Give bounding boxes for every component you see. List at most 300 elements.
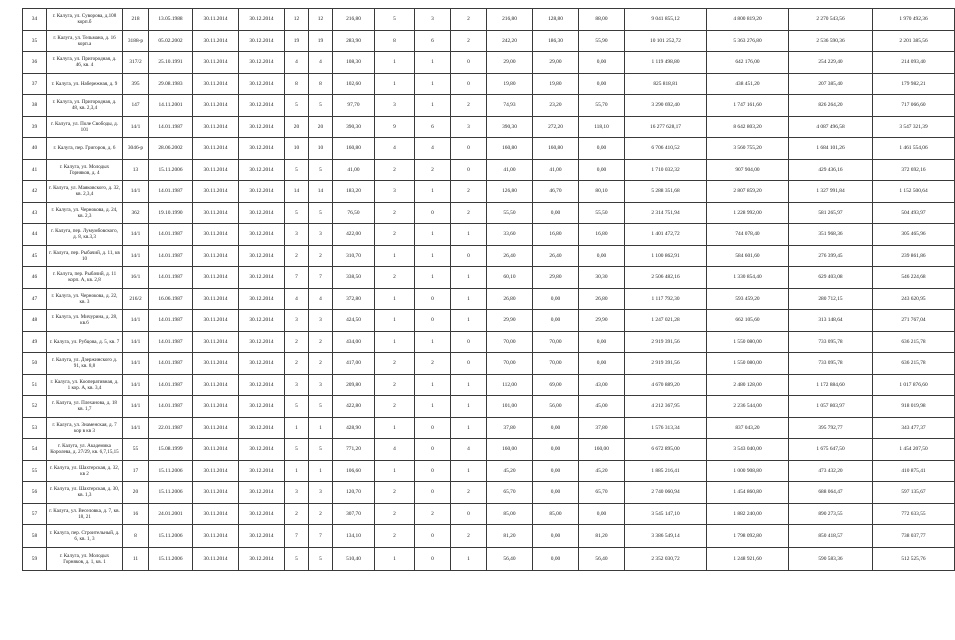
document-number-cell: 395 bbox=[123, 73, 149, 95]
date-1-cell: 30.11.2014 bbox=[193, 73, 239, 95]
table-row bbox=[23, 116, 955, 138]
count-1-cell: 4 bbox=[285, 288, 309, 310]
count-2-cell: 10 bbox=[309, 138, 333, 160]
housing-register-table bbox=[22, 8, 955, 571]
row-number-cell: 34 bbox=[23, 9, 47, 31]
date-1-cell: 30.11.2014 bbox=[193, 310, 239, 332]
amount-1-cell: 2 314 751,94 bbox=[625, 202, 707, 224]
amount-2-cell: 5 363 276,80 bbox=[707, 30, 789, 52]
count-c-cell: 2 bbox=[451, 9, 487, 31]
date-2-cell: 30.12.2014 bbox=[239, 52, 285, 74]
amount-3-cell: 254 229,40 bbox=[789, 52, 873, 74]
area-1-cell: 70,00 bbox=[487, 331, 533, 353]
date-1-cell: 30.11.2014 bbox=[193, 288, 239, 310]
amount-3-cell: 351 968,36 bbox=[789, 224, 873, 246]
amount-2-cell: 1 550 080,00 bbox=[707, 353, 789, 375]
count-2-cell: 2 bbox=[309, 353, 333, 375]
table-row bbox=[23, 181, 955, 203]
count-c-cell: 2 bbox=[451, 30, 487, 52]
document-number-cell: 14/1 bbox=[123, 396, 149, 418]
count-a-cell: 2 bbox=[375, 267, 415, 289]
count-c-cell: 0 bbox=[451, 159, 487, 181]
document-date-cell: 14.01.1987 bbox=[149, 374, 193, 396]
row-number-cell: 40 bbox=[23, 138, 47, 160]
count-c-cell: 1 bbox=[451, 267, 487, 289]
area-3-cell: 0,00 bbox=[579, 353, 625, 375]
document-date-cell: 15.11.2006 bbox=[149, 525, 193, 548]
date-1-cell: 30.11.2014 bbox=[193, 482, 239, 504]
area-1-cell: 45,20 bbox=[487, 460, 533, 482]
date-2-cell: 30.12.2014 bbox=[239, 374, 285, 396]
date-1-cell: 30.11.2014 bbox=[193, 331, 239, 353]
count-b-cell: 6 bbox=[415, 116, 451, 138]
amount-2-cell: 1 550 080,00 bbox=[707, 331, 789, 353]
area-2-cell: 186,30 bbox=[533, 30, 579, 52]
address-cell: г. Калуга, ул. Знаменская, д. 7 кор в кв 3 bbox=[47, 417, 123, 439]
area-2-cell: 0,00 bbox=[533, 288, 579, 310]
document-number-cell: 55 bbox=[123, 439, 149, 461]
count-a-cell: 2 bbox=[375, 224, 415, 246]
date-2-cell: 30.12.2014 bbox=[239, 95, 285, 117]
area-2-cell: 0,00 bbox=[533, 439, 579, 461]
amount-4-cell: 1 461 554,06 bbox=[873, 138, 955, 160]
row-number-cell: 46 bbox=[23, 267, 47, 289]
row-number-cell: 48 bbox=[23, 310, 47, 332]
amount-1-cell: 1 710 032,32 bbox=[625, 159, 707, 181]
document-number-cell: 14/1 bbox=[123, 181, 149, 203]
count-c-cell: 1 bbox=[451, 548, 487, 571]
amount-1-cell: 1 100 862,91 bbox=[625, 245, 707, 267]
date-2-cell: 30.12.2014 bbox=[239, 548, 285, 571]
area-cell: 97,70 bbox=[333, 95, 375, 117]
area-cell: 120,70 bbox=[333, 482, 375, 504]
amount-4-cell: 636 215,78 bbox=[873, 331, 955, 353]
amount-4-cell: 717 066,60 bbox=[873, 95, 955, 117]
count-a-cell: 8 bbox=[375, 30, 415, 52]
document-date-cell: 14.01.1987 bbox=[149, 267, 193, 289]
area-3-cell: 0,00 bbox=[579, 138, 625, 160]
amount-1-cell: 6 672 895,00 bbox=[625, 439, 707, 461]
area-3-cell: 16,80 bbox=[579, 224, 625, 246]
table-row bbox=[23, 482, 955, 504]
address-cell: г. Калуга, ул. Молодых Горняков, д. 1, кв. 1 bbox=[47, 548, 123, 571]
amount-3-cell: 2 270 543,56 bbox=[789, 9, 873, 31]
amount-4-cell: 372 692,16 bbox=[873, 159, 955, 181]
amount-2-cell: 1 454 860,80 bbox=[707, 482, 789, 504]
count-b-cell: 1 bbox=[415, 374, 451, 396]
document-number-cell: 3188-р bbox=[123, 30, 149, 52]
document-date-cell: 28.06.2002 bbox=[149, 138, 193, 160]
area-cell: 434,00 bbox=[333, 331, 375, 353]
amount-1-cell: 2 506 482,16 bbox=[625, 267, 707, 289]
date-1-cell: 30.11.2014 bbox=[193, 138, 239, 160]
document-number-cell: 20 bbox=[123, 482, 149, 504]
count-2-cell: 14 bbox=[309, 181, 333, 203]
count-2-cell: 5 bbox=[309, 95, 333, 117]
amount-2-cell: 837 043,20 bbox=[707, 417, 789, 439]
count-1-cell: 10 bbox=[285, 138, 309, 160]
amount-1-cell: 1 119 498,80 bbox=[625, 52, 707, 74]
count-2-cell: 2 bbox=[309, 245, 333, 267]
date-1-cell: 30.11.2014 bbox=[193, 159, 239, 181]
amount-3-cell: 629 403,08 bbox=[789, 267, 873, 289]
table-row bbox=[23, 30, 955, 52]
count-c-cell: 1 bbox=[451, 417, 487, 439]
count-b-cell: 0 bbox=[415, 417, 451, 439]
amount-3-cell: 733 095,78 bbox=[789, 353, 873, 375]
amount-1-cell: 4 212 367,95 bbox=[625, 396, 707, 418]
amount-4-cell: 504 493,97 bbox=[873, 202, 955, 224]
count-2-cell: 5 bbox=[309, 548, 333, 571]
count-b-cell: 3 bbox=[415, 9, 451, 31]
area-3-cell: 0,00 bbox=[579, 503, 625, 525]
area-1-cell: 56,40 bbox=[487, 548, 533, 571]
count-a-cell: 4 bbox=[375, 138, 415, 160]
count-1-cell: 5 bbox=[285, 159, 309, 181]
row-number-cell: 42 bbox=[23, 181, 47, 203]
amount-3-cell: 207 385,40 bbox=[789, 73, 873, 95]
date-2-cell: 30.12.2014 bbox=[239, 460, 285, 482]
area-cell: 771,20 bbox=[333, 439, 375, 461]
amount-2-cell: 1 000 908,80 bbox=[707, 460, 789, 482]
count-b-cell: 0 bbox=[415, 460, 451, 482]
address-cell: г. Калуга, ул. Шахтерская, д. 30, кв. 1,3 bbox=[47, 482, 123, 504]
count-a-cell: 1 bbox=[375, 73, 415, 95]
count-a-cell: 2 bbox=[375, 159, 415, 181]
amount-3-cell: 395 792,77 bbox=[789, 417, 873, 439]
area-3-cell: 45,00 bbox=[579, 396, 625, 418]
document-number-cell: 14/1 bbox=[123, 310, 149, 332]
area-1-cell: 112,00 bbox=[487, 374, 533, 396]
amount-1-cell: 3 545 147,10 bbox=[625, 503, 707, 525]
row-number-cell: 37 bbox=[23, 73, 47, 95]
amount-2-cell: 1 882 240,00 bbox=[707, 503, 789, 525]
row-number-cell: 56 bbox=[23, 482, 47, 504]
address-cell: г. Калуга, ул. Молодых Горняков, д. 4 bbox=[47, 159, 123, 181]
count-c-cell: 2 bbox=[451, 95, 487, 117]
amount-1-cell: 5 288 351,68 bbox=[625, 181, 707, 203]
address-cell: г. Калуга, ул. Плеханова, д. 18 кв. 1,7 bbox=[47, 396, 123, 418]
address-cell: г. Калуга, ул. Дзержинского д. 91, кв. 8,8 bbox=[47, 353, 123, 375]
area-cell: 102,60 bbox=[333, 73, 375, 95]
date-1-cell: 30.11.2014 bbox=[193, 417, 239, 439]
count-2-cell: 20 bbox=[309, 116, 333, 138]
document-number-cell: 16 bbox=[123, 503, 149, 525]
area-3-cell: 43,00 bbox=[579, 374, 625, 396]
count-2-cell: 4 bbox=[309, 52, 333, 74]
count-1-cell: 5 bbox=[285, 396, 309, 418]
count-1-cell: 2 bbox=[285, 331, 309, 353]
row-number-cell: 53 bbox=[23, 417, 47, 439]
row-number-cell: 50 bbox=[23, 353, 47, 375]
count-c-cell: 0 bbox=[451, 245, 487, 267]
count-a-cell: 3 bbox=[375, 181, 415, 203]
count-1-cell: 1 bbox=[285, 460, 309, 482]
count-b-cell: 1 bbox=[415, 52, 451, 74]
area-cell: 310,70 bbox=[333, 245, 375, 267]
document-number-cell: 362 bbox=[123, 202, 149, 224]
area-cell: 417,00 bbox=[333, 353, 375, 375]
count-a-cell: 1 bbox=[375, 245, 415, 267]
area-cell: 307,70 bbox=[333, 503, 375, 525]
count-2-cell: 2 bbox=[309, 503, 333, 525]
amount-2-cell: 2 807 859,20 bbox=[707, 181, 789, 203]
date-2-cell: 30.12.2014 bbox=[239, 267, 285, 289]
amount-1-cell: 3 290 692,40 bbox=[625, 95, 707, 117]
area-3-cell: 0,00 bbox=[579, 73, 625, 95]
address-cell: г. Калуга, пер. Лумумбовского, д. 8, кв.3,3 bbox=[47, 224, 123, 246]
table-row bbox=[23, 95, 955, 117]
amount-3-cell: 1 172 884,60 bbox=[789, 374, 873, 396]
count-a-cell: 1 bbox=[375, 417, 415, 439]
date-2-cell: 30.12.2014 bbox=[239, 331, 285, 353]
count-2-cell: 1 bbox=[309, 460, 333, 482]
count-2-cell: 8 bbox=[309, 73, 333, 95]
count-1-cell: 19 bbox=[285, 30, 309, 52]
document-date-cell: 25.10.1991 bbox=[149, 52, 193, 74]
area-cell: 106,60 bbox=[333, 460, 375, 482]
count-b-cell: 0 bbox=[415, 288, 451, 310]
document-date-cell: 16.06.1987 bbox=[149, 288, 193, 310]
table-row bbox=[23, 353, 955, 375]
area-2-cell: 70,00 bbox=[533, 331, 579, 353]
date-2-cell: 30.12.2014 bbox=[239, 30, 285, 52]
date-1-cell: 30.11.2014 bbox=[193, 267, 239, 289]
area-1-cell: 26,80 bbox=[487, 288, 533, 310]
table-row bbox=[23, 417, 955, 439]
area-3-cell: 45,20 bbox=[579, 460, 625, 482]
count-b-cell: 6 bbox=[415, 30, 451, 52]
row-number-cell: 54 bbox=[23, 439, 47, 461]
table-body bbox=[23, 9, 955, 571]
amount-1-cell: 2 352 030,72 bbox=[625, 548, 707, 571]
count-a-cell: 1 bbox=[375, 548, 415, 571]
amount-3-cell: 4 087 496,58 bbox=[789, 116, 873, 138]
area-2-cell: 26,40 bbox=[533, 245, 579, 267]
count-c-cell: 4 bbox=[451, 439, 487, 461]
area-cell: 390,30 bbox=[333, 116, 375, 138]
date-1-cell: 30.11.2014 bbox=[193, 548, 239, 571]
date-2-cell: 30.12.2014 bbox=[239, 503, 285, 525]
amount-1-cell: 1 247 021,28 bbox=[625, 310, 707, 332]
count-c-cell: 1 bbox=[451, 396, 487, 418]
date-2-cell: 30.12.2014 bbox=[239, 159, 285, 181]
address-cell: г. Калуга, пер. Рыбачий, д. 11, кв 10 bbox=[47, 245, 123, 267]
amount-4-cell: 3 547 321,39 bbox=[873, 116, 955, 138]
area-2-cell: 0,00 bbox=[533, 482, 579, 504]
count-2-cell: 7 bbox=[309, 267, 333, 289]
date-2-cell: 30.12.2014 bbox=[239, 138, 285, 160]
count-b-cell: 0 bbox=[415, 482, 451, 504]
table-row bbox=[23, 310, 955, 332]
count-c-cell: 1 bbox=[451, 224, 487, 246]
count-2-cell: 3 bbox=[309, 224, 333, 246]
area-2-cell: 19,80 bbox=[533, 73, 579, 95]
amount-1-cell: 16 277 628,17 bbox=[625, 116, 707, 138]
area-2-cell: 0,00 bbox=[533, 310, 579, 332]
count-b-cell: 2 bbox=[415, 353, 451, 375]
count-a-cell: 2 bbox=[375, 503, 415, 525]
area-1-cell: 160,80 bbox=[487, 138, 533, 160]
address-cell: г. Калуга, ул. Шахтерская, д. 32, кв 2 bbox=[47, 460, 123, 482]
address-cell: г. Калуга, ул. Пригородная, д. 48, кв. 2,3,4 bbox=[47, 95, 123, 117]
amount-1-cell: 825 818,81 bbox=[625, 73, 707, 95]
amount-4-cell: 738 037,77 bbox=[873, 525, 955, 548]
area-2-cell: 46,70 bbox=[533, 181, 579, 203]
date-1-cell: 30.11.2014 bbox=[193, 9, 239, 31]
area-1-cell: 216,80 bbox=[487, 9, 533, 31]
address-cell: г. Калуга, пер. Строительный, д. 6, кв. 1, 3 bbox=[47, 525, 123, 548]
row-number-cell: 47 bbox=[23, 288, 47, 310]
area-cell: 216,80 bbox=[333, 9, 375, 31]
area-2-cell: 70,00 bbox=[533, 353, 579, 375]
row-number-cell: 49 bbox=[23, 331, 47, 353]
area-3-cell: 80,10 bbox=[579, 181, 625, 203]
amount-1-cell: 1 885 216,41 bbox=[625, 460, 707, 482]
area-cell: 372,80 bbox=[333, 288, 375, 310]
count-2-cell: 5 bbox=[309, 202, 333, 224]
count-1-cell: 2 bbox=[285, 503, 309, 525]
amount-3-cell: 2 536 590,36 bbox=[789, 30, 873, 52]
area-2-cell: 0,00 bbox=[533, 548, 579, 571]
date-2-cell: 30.12.2014 bbox=[239, 525, 285, 548]
count-b-cell: 0 bbox=[415, 202, 451, 224]
date-2-cell: 30.12.2014 bbox=[239, 353, 285, 375]
count-2-cell: 2 bbox=[309, 331, 333, 353]
area-1-cell: 85,00 bbox=[487, 503, 533, 525]
amount-3-cell: 590 583,36 bbox=[789, 548, 873, 571]
area-3-cell: 88,00 bbox=[579, 9, 625, 31]
document-number-cell: 216/2 bbox=[123, 288, 149, 310]
area-2-cell: 0,00 bbox=[533, 525, 579, 548]
document-date-cell: 14.01.1987 bbox=[149, 181, 193, 203]
area-3-cell: 0,00 bbox=[579, 331, 625, 353]
area-2-cell: 85,00 bbox=[533, 503, 579, 525]
area-2-cell: 16,80 bbox=[533, 224, 579, 246]
date-2-cell: 30.12.2014 bbox=[239, 224, 285, 246]
amount-2-cell: 1 330 854,40 bbox=[707, 267, 789, 289]
document-number-cell: 17 bbox=[123, 460, 149, 482]
amount-2-cell: 2 480 128,00 bbox=[707, 374, 789, 396]
amount-4-cell: 179 982,21 bbox=[873, 73, 955, 95]
count-a-cell: 5 bbox=[375, 9, 415, 31]
count-2-cell: 3 bbox=[309, 374, 333, 396]
table-row bbox=[23, 374, 955, 396]
area-3-cell: 160,00 bbox=[579, 439, 625, 461]
area-2-cell: 29,00 bbox=[533, 52, 579, 74]
area-2-cell: 0,00 bbox=[533, 460, 579, 482]
count-1-cell: 3 bbox=[285, 374, 309, 396]
table-row bbox=[23, 9, 955, 31]
area-2-cell: 41,00 bbox=[533, 159, 579, 181]
table-row bbox=[23, 439, 955, 461]
amount-4-cell: 546 224,68 bbox=[873, 267, 955, 289]
date-1-cell: 30.11.2014 bbox=[193, 525, 239, 548]
amount-3-cell: 826 264,20 bbox=[789, 95, 873, 117]
area-2-cell: 160,80 bbox=[533, 138, 579, 160]
date-1-cell: 30.11.2014 bbox=[193, 460, 239, 482]
area-1-cell: 29,00 bbox=[487, 52, 533, 74]
amount-4-cell: 1 152 500,64 bbox=[873, 181, 955, 203]
count-1-cell: 7 bbox=[285, 267, 309, 289]
area-cell: 424,50 bbox=[333, 310, 375, 332]
amount-2-cell: 8 642 803,20 bbox=[707, 116, 789, 138]
amount-1-cell: 2 740 060,94 bbox=[625, 482, 707, 504]
amount-2-cell: 3 560 755,20 bbox=[707, 138, 789, 160]
count-b-cell: 1 bbox=[415, 396, 451, 418]
area-2-cell: 0,00 bbox=[533, 202, 579, 224]
row-number-cell: 45 bbox=[23, 245, 47, 267]
amount-2-cell: 4 800 819,20 bbox=[707, 9, 789, 31]
date-1-cell: 30.11.2014 bbox=[193, 95, 239, 117]
date-2-cell: 30.12.2014 bbox=[239, 116, 285, 138]
amount-2-cell: 1 798 092,80 bbox=[707, 525, 789, 548]
table-row bbox=[23, 224, 955, 246]
address-cell: г. Калуга, ул. Рубцова, д. 5, кв. 7 bbox=[47, 331, 123, 353]
count-b-cell: 1 bbox=[415, 95, 451, 117]
area-cell: 422,00 bbox=[333, 224, 375, 246]
area-1-cell: 41,00 bbox=[487, 159, 533, 181]
count-2-cell: 5 bbox=[309, 439, 333, 461]
count-2-cell: 7 bbox=[309, 525, 333, 548]
document-date-cell: 14.01.1987 bbox=[149, 396, 193, 418]
amount-1-cell: 10 101 252,72 bbox=[625, 30, 707, 52]
date-2-cell: 30.12.2014 bbox=[239, 417, 285, 439]
date-2-cell: 30.12.2014 bbox=[239, 439, 285, 461]
area-3-cell: 81,20 bbox=[579, 525, 625, 548]
count-1-cell: 3 bbox=[285, 310, 309, 332]
count-1-cell: 5 bbox=[285, 548, 309, 571]
area-1-cell: 390,30 bbox=[487, 116, 533, 138]
document-date-cell: 24.01.2001 bbox=[149, 503, 193, 525]
area-1-cell: 81,20 bbox=[487, 525, 533, 548]
count-b-cell: 0 bbox=[415, 310, 451, 332]
count-a-cell: 2 bbox=[375, 482, 415, 504]
date-1-cell: 30.11.2014 bbox=[193, 245, 239, 267]
document-date-cell: 14.11.2001 bbox=[149, 95, 193, 117]
area-3-cell: 29,90 bbox=[579, 310, 625, 332]
document-number-cell: 147 bbox=[123, 95, 149, 117]
count-b-cell: 1 bbox=[415, 181, 451, 203]
amount-2-cell: 438 451,20 bbox=[707, 73, 789, 95]
count-c-cell: 2 bbox=[451, 181, 487, 203]
document-number-cell: 14/1 bbox=[123, 331, 149, 353]
row-number-cell: 39 bbox=[23, 116, 47, 138]
amount-1-cell: 9 041 855,12 bbox=[625, 9, 707, 31]
date-1-cell: 30.11.2014 bbox=[193, 224, 239, 246]
count-b-cell: 0 bbox=[415, 548, 451, 571]
address-cell: г. Калуга, ул. Набережная, д. 9 bbox=[47, 73, 123, 95]
count-2-cell: 5 bbox=[309, 396, 333, 418]
amount-2-cell: 1 228 992,00 bbox=[707, 202, 789, 224]
document-date-cell: 15.11.2006 bbox=[149, 548, 193, 571]
address-cell: г. Калуга, ул. Чернокова, д. 22, кв. 3 bbox=[47, 288, 123, 310]
amount-3-cell: 429 436,16 bbox=[789, 159, 873, 181]
address-cell: г. Калуга, ул. Мичурина, д. 28, кв.6 bbox=[47, 310, 123, 332]
document-date-cell: 14.01.1987 bbox=[149, 353, 193, 375]
row-number-cell: 36 bbox=[23, 52, 47, 74]
area-1-cell: 242,20 bbox=[487, 30, 533, 52]
document-number-cell: 14/1 bbox=[123, 224, 149, 246]
table-row bbox=[23, 288, 955, 310]
row-number-cell: 35 bbox=[23, 30, 47, 52]
area-1-cell: 19,80 bbox=[487, 73, 533, 95]
document-number-cell: 317/2 bbox=[123, 52, 149, 74]
amount-4-cell: 636 215,78 bbox=[873, 353, 955, 375]
area-3-cell: 55,90 bbox=[579, 30, 625, 52]
count-1-cell: 2 bbox=[285, 353, 309, 375]
count-1-cell: 1 bbox=[285, 417, 309, 439]
